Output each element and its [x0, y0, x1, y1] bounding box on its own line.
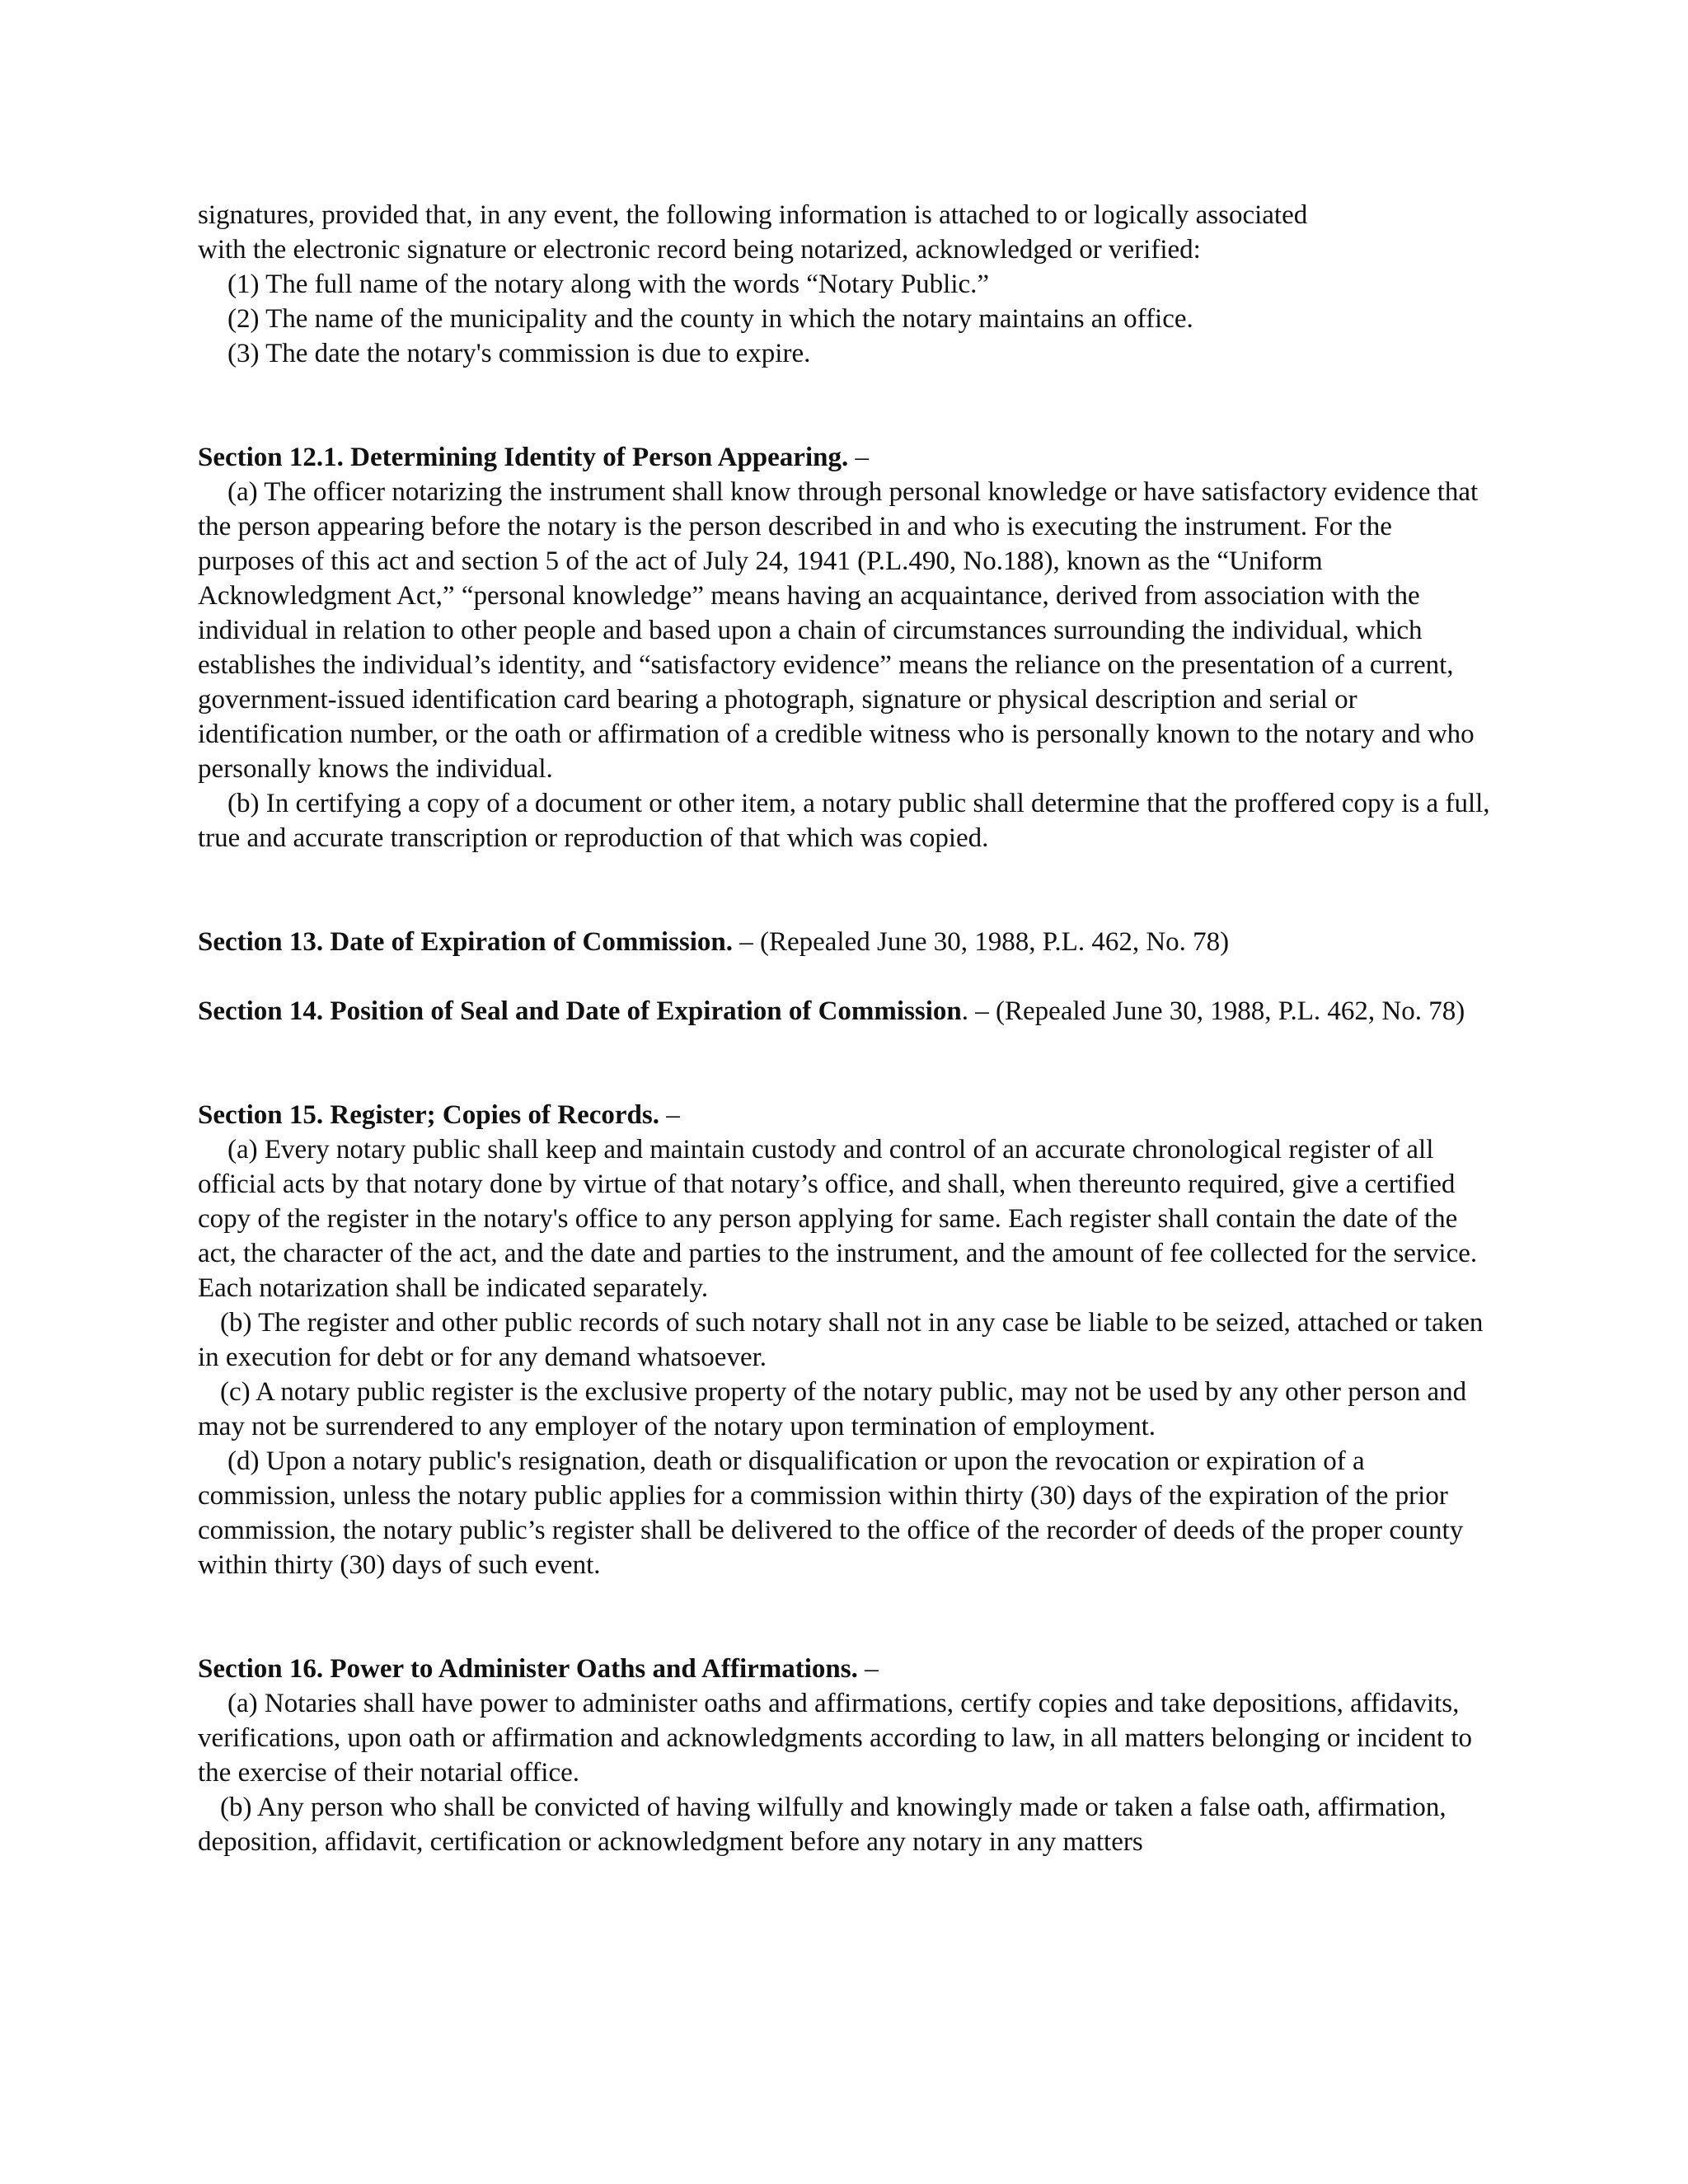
section-14-heading: Section 14. Position of Seal and Date of Expiration of Commission: [198, 996, 962, 1026]
section-15-dash: –: [659, 1100, 680, 1130]
section-15-title: [198, 1098, 1492, 1132]
section-14-line: [198, 994, 1492, 1029]
intro-line-1: signatures, provided that, in any event, the following information is attached to or logically associated: [198, 200, 1308, 230]
section-16-heading: Section 16. Power to Administer Oaths and Affirmations.: [198, 1654, 858, 1684]
section-16-dash: –: [857, 1654, 879, 1684]
intro-item-2: (2) The name of the municipality and the county in which the notary maintains an office.: [227, 304, 1193, 334]
section-13-text: – (Repealed June 30, 1988, P.L. 462, No. 78): [732, 927, 1230, 957]
spacer: [198, 855, 1492, 925]
intro-line-2: with the electronic signature or electronic record being notarized, acknowledged or verified:: [198, 235, 1201, 265]
spacer: [198, 1029, 1492, 1098]
section-12-1-dash: –: [848, 443, 869, 472]
section-15-para-c: (c) A notary public register is the exclusive property of the notary public, may not be used by any other person and may not be surrendered to any employer of the notary upon termination of employment.: [198, 1377, 1467, 1441]
section-15-para-b: (b) The register and other public records of such notary shall not in any case be liable to be seized, attached or taken in execution for debt or for any demand whatsoever.: [198, 1308, 1484, 1372]
intro-item-3: (3) The date the notary's commission is due to expire.: [227, 339, 811, 368]
section-15-para-d: (d) Upon a notary public's resignation, death or disqualification or upon the revocation or expiration of a commission, unless the notary public applies for a commission within thirty (30) days of the expiration of the prior commission, the notary public’s register shall be delivered to the office of the recorder of deeds of the proper county within thirty (30) days of such event.: [198, 1446, 1464, 1580]
section-12-1-title: [198, 440, 1492, 475]
section-14: [198, 994, 1492, 1029]
intro-item-1: (1) The full name of the notary along with the words “Notary Public.”: [227, 269, 990, 299]
spacer: [198, 1582, 1492, 1652]
spacer: [198, 371, 1492, 440]
section-16-para-b: (b) Any person who shall be convicted of having wilfully and knowingly made or taken a false oath, affirmation, deposition, affidavit, certification or acknowledgment before any notary in any matters: [198, 1793, 1447, 1857]
section-13: [198, 925, 1492, 959]
spacer: [198, 959, 1492, 994]
section-16-para-a: (a) Notaries shall have power to administer oaths and affirmations, certify copies and take depositions, affidavits, verifications, upon oath or affirmation and acknowledgments according to law, in all matters belonging or incident to the exercise of their notarial office.: [198, 1689, 1472, 1788]
section-15: [198, 1098, 1492, 1582]
section-14-text: . – (Repealed June 30, 1988, P.L. 462, No. 78): [961, 996, 1465, 1026]
section-12-1-para-a: (a) The officer notarizing the instrument shall know through personal knowledge or have satisfactory evidence that the person appearing before the notary is the person described in and who is executing the instrument. For the purposes of this act and section 5 of the act of July 24, 1941 (P.L.490, No.188), known as the “Uniform Acknowledgment Act,” “personal knowledge” means having an acquaintance, derived from association with the individual in relation to other people and based upon a chain of circumstances surrounding the individual, which establishes the individual’s identity, and “satisfactory evidence” means the reliance on the presentation of a current, government-issued identification card bearing a photograph, signature or physical description and serial or identification number, or the oath or affirmation of a credible witness who is personally known to the notary and who personally knows the individual.: [198, 477, 1479, 784]
section-15-heading: Section 15. Register; Copies of Records.: [198, 1100, 659, 1130]
section-12-1-heading: Section 12.1. Determining Identity of Person Appearing.: [198, 443, 849, 472]
section-13-line: [198, 925, 1492, 959]
section-12-1-para-b: (b) In certifying a copy of a document or other item, a notary public shall determine that the proffered copy is a full, true and accurate transcription or reproduction of that which was copied.: [198, 789, 1490, 853]
section-16: [198, 1652, 1492, 1859]
document-page: [198, 198, 1492, 1859]
section-16-title: [198, 1652, 1492, 1686]
section-13-heading: Section 13. Date of Expiration of Commission.: [198, 927, 733, 957]
section-15-para-a: (a) Every notary public shall keep and maintain custody and control of an accurate chronological register of all official acts by that notary done by virtue of that notary’s office, and shall, when thereunto required, give a certified copy of the register in the notary's office to any person applying for same. Each register shall contain the date of the act, the character of the act, and the date and parties to the instrument, and the amount of fee collected for the service. Each notarization shall be indicated separately.: [198, 1135, 1478, 1303]
section-12-1: [198, 440, 1492, 855]
